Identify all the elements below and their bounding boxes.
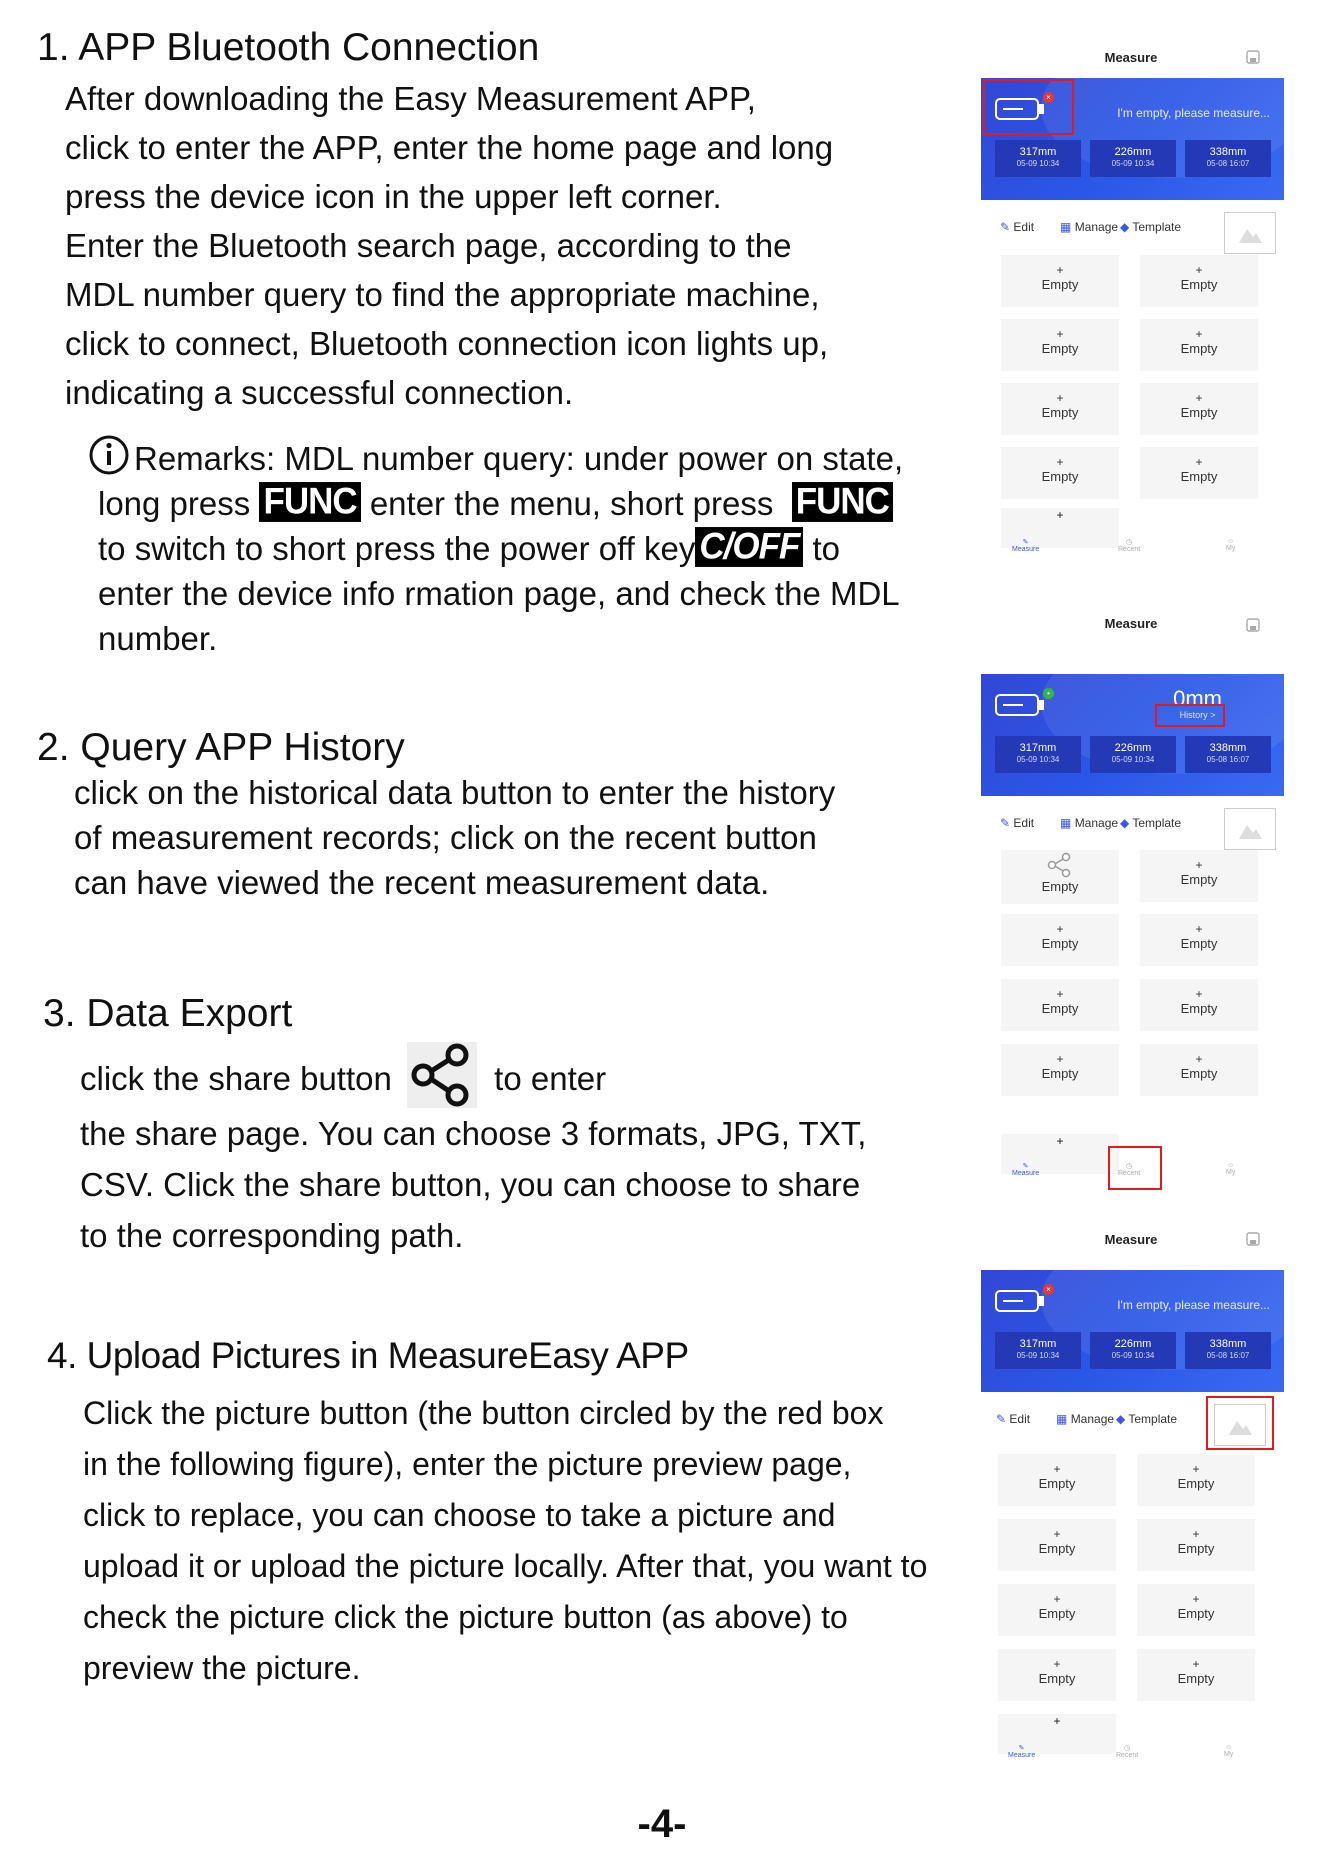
remarks-text: to switch to short press the power off key: [98, 530, 696, 567]
highlight-box: [983, 79, 1074, 135]
manage-button[interactable]: ▦ Manage: [1060, 816, 1119, 830]
empty-slot[interactable]: + Empty: [1140, 979, 1258, 1031]
empty-slot[interactable]: + Empty: [1140, 1044, 1258, 1096]
remarks-text: enter the menu, short press: [360, 485, 783, 522]
save-icon[interactable]: [1246, 1232, 1260, 1246]
empty-slot[interactable]: + Empty: [1137, 1454, 1255, 1506]
highlight-box: [1206, 1396, 1274, 1450]
empty-slot[interactable]: + Empty: [1001, 914, 1119, 966]
coff-key-label: C/OFF: [695, 527, 803, 567]
remarks-line: enter the device info rmation page, and check the MDL: [98, 575, 900, 612]
bluetooth-status-dot: ×: [1043, 92, 1054, 103]
empty-slot[interactable]: + Empty: [1140, 447, 1258, 499]
paragraph-line: click to replace, you can choose to take a picture and: [83, 1497, 836, 1533]
manage-button[interactable]: ▦ Manage: [1056, 1412, 1115, 1426]
remarks-block: [88, 434, 903, 661]
bottom-nav: [978, 1134, 1284, 1192]
edit-button[interactable]: ✎ Edit: [1000, 816, 1035, 830]
history-card[interactable]: 226mm 05-09 10:34: [1090, 1332, 1176, 1369]
section-history: [37, 724, 835, 905]
section-heading: 4. Upload Pictures in MeasureEasy APP: [47, 1335, 689, 1376]
empty-slot[interactable]: Empty: [1001, 850, 1119, 904]
add-slot[interactable]: +: [1001, 508, 1119, 548]
nav-recent[interactable]: ◷ Recent: [1116, 1745, 1139, 1759]
paragraph-line: click to connect, Bluetooth connection icon lights up,: [65, 325, 829, 362]
empty-slot[interactable]: + Empty: [1140, 383, 1258, 435]
history-link[interactable]: History >: [1179, 710, 1216, 720]
share-icon: [407, 1042, 477, 1108]
current-measurement: 0mm: [1173, 686, 1222, 711]
template-button[interactable]: ◆ Template: [1120, 816, 1182, 830]
paragraph-line: Click the picture button (the button circled by the red box: [83, 1395, 884, 1431]
paragraph-line: the share page. You can choose 3 formats, JPG, TXT,: [80, 1115, 867, 1152]
nav-recent[interactable]: ◷ Recent: [1118, 539, 1141, 553]
device-icon[interactable]: [993, 1284, 1047, 1316]
empty-slot[interactable]: + Empty: [1137, 1649, 1255, 1701]
paragraph-line: Enter the Bluetooth search page, according to the: [65, 227, 792, 264]
nav-measure[interactable]: ✎ Measure: [1012, 1163, 1040, 1177]
empty-slot[interactable]: + Empty: [998, 1649, 1116, 1701]
paragraph-line: can have viewed the recent measurement data.: [74, 864, 770, 901]
bottom-nav: [978, 508, 1284, 566]
paragraph-text: click the share button: [80, 1060, 402, 1097]
nav-my[interactable]: ☺ My: [1226, 1162, 1236, 1176]
app-title: Measure: [1104, 616, 1158, 631]
empty-slot[interactable]: + Empty: [1001, 383, 1119, 435]
device-icon[interactable]: [993, 688, 1047, 720]
paragraph-line: indicating a successful connection.: [65, 374, 574, 411]
paragraph-line: in the following figure), enter the picture preview page,: [83, 1446, 852, 1482]
highlight-box: [1108, 1146, 1162, 1190]
paragraph-line: preview the picture.: [83, 1650, 361, 1686]
app-screenshot-home: [978, 38, 1284, 568]
history-card[interactable]: 338mm 05-08 16:07: [1185, 736, 1271, 773]
edit-button[interactable]: ✎ Edit: [1000, 220, 1035, 234]
empty-slot[interactable]: + Empty: [1001, 979, 1119, 1031]
remarks-line: Remarks: MDL number query: under power on state,: [134, 440, 904, 477]
empty-slot[interactable]: + Empty: [1137, 1584, 1255, 1636]
empty-message: I'm empty, please measure...: [1117, 106, 1270, 120]
empty-slot[interactable]: + Empty: [1140, 319, 1258, 371]
page-number: -4-: [637, 1802, 687, 1846]
bluetooth-status-dot: ×: [1043, 1284, 1054, 1295]
history-card[interactable]: 317mm 05-09 10:34: [995, 736, 1081, 773]
paragraph-line: click on the historical data button to enter the history: [74, 774, 836, 811]
empty-slot[interactable]: + Empty: [998, 1454, 1116, 1506]
paragraph-line: of measurement records; click on the recent button: [74, 819, 817, 856]
paragraph-line: click to enter the APP, enter the home page and long: [65, 129, 834, 166]
nav-measure[interactable]: ✎ Measure: [1012, 539, 1040, 553]
section-heading: 2. Query APP History: [37, 726, 405, 769]
measurement-banner: [981, 674, 1284, 796]
highlight-box: [1155, 704, 1225, 727]
paragraph-line: CSV. Click the share button, you can choose to share: [80, 1166, 861, 1203]
nav-my[interactable]: ☺ My: [1224, 1744, 1234, 1758]
app-screenshot-history: [978, 606, 1284, 1202]
manage-button[interactable]: ▦ Manage: [1060, 220, 1119, 234]
paragraph-line: After downloading the Easy Measurement APP,: [65, 80, 756, 117]
empty-message: I'm empty, please measure...: [1117, 1298, 1270, 1312]
nav-my[interactable]: ☺ My: [1226, 538, 1236, 552]
share-icon: [1045, 852, 1075, 878]
section-heading: 3. Data Export: [43, 992, 293, 1035]
history-card[interactable]: 317mm 05-09 10:34: [995, 1332, 1081, 1369]
paragraph-line: press the device icon in the upper left corner.: [65, 178, 722, 215]
add-slot[interactable]: +: [1001, 1134, 1119, 1174]
empty-slot[interactable]: + Empty: [998, 1519, 1116, 1571]
history-card[interactable]: 338mm 05-08 16:07: [1185, 1332, 1271, 1369]
add-slot[interactable]: +: [998, 1714, 1116, 1754]
history-card[interactable]: 226mm 05-09 10:34: [1090, 140, 1176, 177]
paragraph-line: to the corresponding path.: [80, 1217, 464, 1254]
app-screenshot-picture: [978, 1220, 1284, 1772]
history-card[interactable]: 226mm 05-09 10:34: [1090, 736, 1176, 773]
save-icon[interactable]: [1246, 50, 1260, 64]
paragraph-line: check the picture click the picture button (as above) to: [83, 1599, 848, 1635]
picture-icon: [1225, 213, 1275, 253]
app-title: Measure: [1104, 50, 1158, 65]
picture-icon: [1225, 809, 1275, 849]
app-title: Measure: [1104, 1232, 1158, 1247]
edit-button[interactable]: ✎ Edit: [996, 1412, 1031, 1426]
remarks-line: number.: [98, 620, 218, 657]
section-export: [43, 990, 866, 1261]
empty-slot[interactable]: + Empty: [1001, 447, 1119, 499]
paragraph-line: MDL number query to find the appropriate machine,: [65, 276, 820, 313]
empty-slot[interactable]: + Empty: [998, 1584, 1116, 1636]
picture-button[interactable]: [1224, 212, 1276, 254]
bottom-nav: [978, 1714, 1284, 1772]
paragraph-line: upload it or upload the picture locally. After that, you want to: [83, 1548, 928, 1584]
info-icon: [88, 434, 130, 476]
save-icon[interactable]: [1246, 618, 1260, 632]
section-heading: 1. APP Bluetooth Connection: [37, 26, 540, 69]
empty-slot[interactable]: + Empty: [1140, 255, 1258, 307]
empty-slot[interactable]: + Empty: [1001, 1044, 1119, 1096]
section-bluetooth: [37, 24, 833, 417]
empty-slot[interactable]: + Empty: [1001, 319, 1119, 371]
history-card[interactable]: 338mm 05-08 16:07: [1185, 140, 1271, 177]
empty-slot[interactable]: + Empty: [1137, 1519, 1255, 1571]
template-button[interactable]: ◆ Template: [1116, 1412, 1178, 1426]
section-upload-pictures: [47, 1332, 927, 1694]
nav-measure[interactable]: ✎ Measure: [1008, 1745, 1036, 1759]
func-key-label: FUNC: [259, 482, 360, 522]
func-key-label: FUNC: [792, 482, 893, 522]
picture-button[interactable]: [1224, 808, 1276, 850]
template-button[interactable]: ◆ Template: [1120, 220, 1182, 234]
history-card[interactable]: 317mm 05-09 10:34: [995, 140, 1081, 177]
empty-slot[interactable]: + Empty: [1001, 255, 1119, 307]
empty-slot[interactable]: + Empty: [1140, 850, 1258, 902]
paragraph-text: to enter: [485, 1060, 607, 1097]
remarks-text: to: [803, 530, 841, 567]
measurement-banner: [981, 78, 1284, 200]
measurement-banner: [981, 1270, 1284, 1392]
remarks-text: long press: [98, 485, 260, 522]
bluetooth-status-dot: •: [1043, 688, 1054, 699]
nav-recent[interactable]: ◷ Recent: [1118, 1163, 1141, 1177]
empty-slot[interactable]: + Empty: [1140, 914, 1258, 966]
